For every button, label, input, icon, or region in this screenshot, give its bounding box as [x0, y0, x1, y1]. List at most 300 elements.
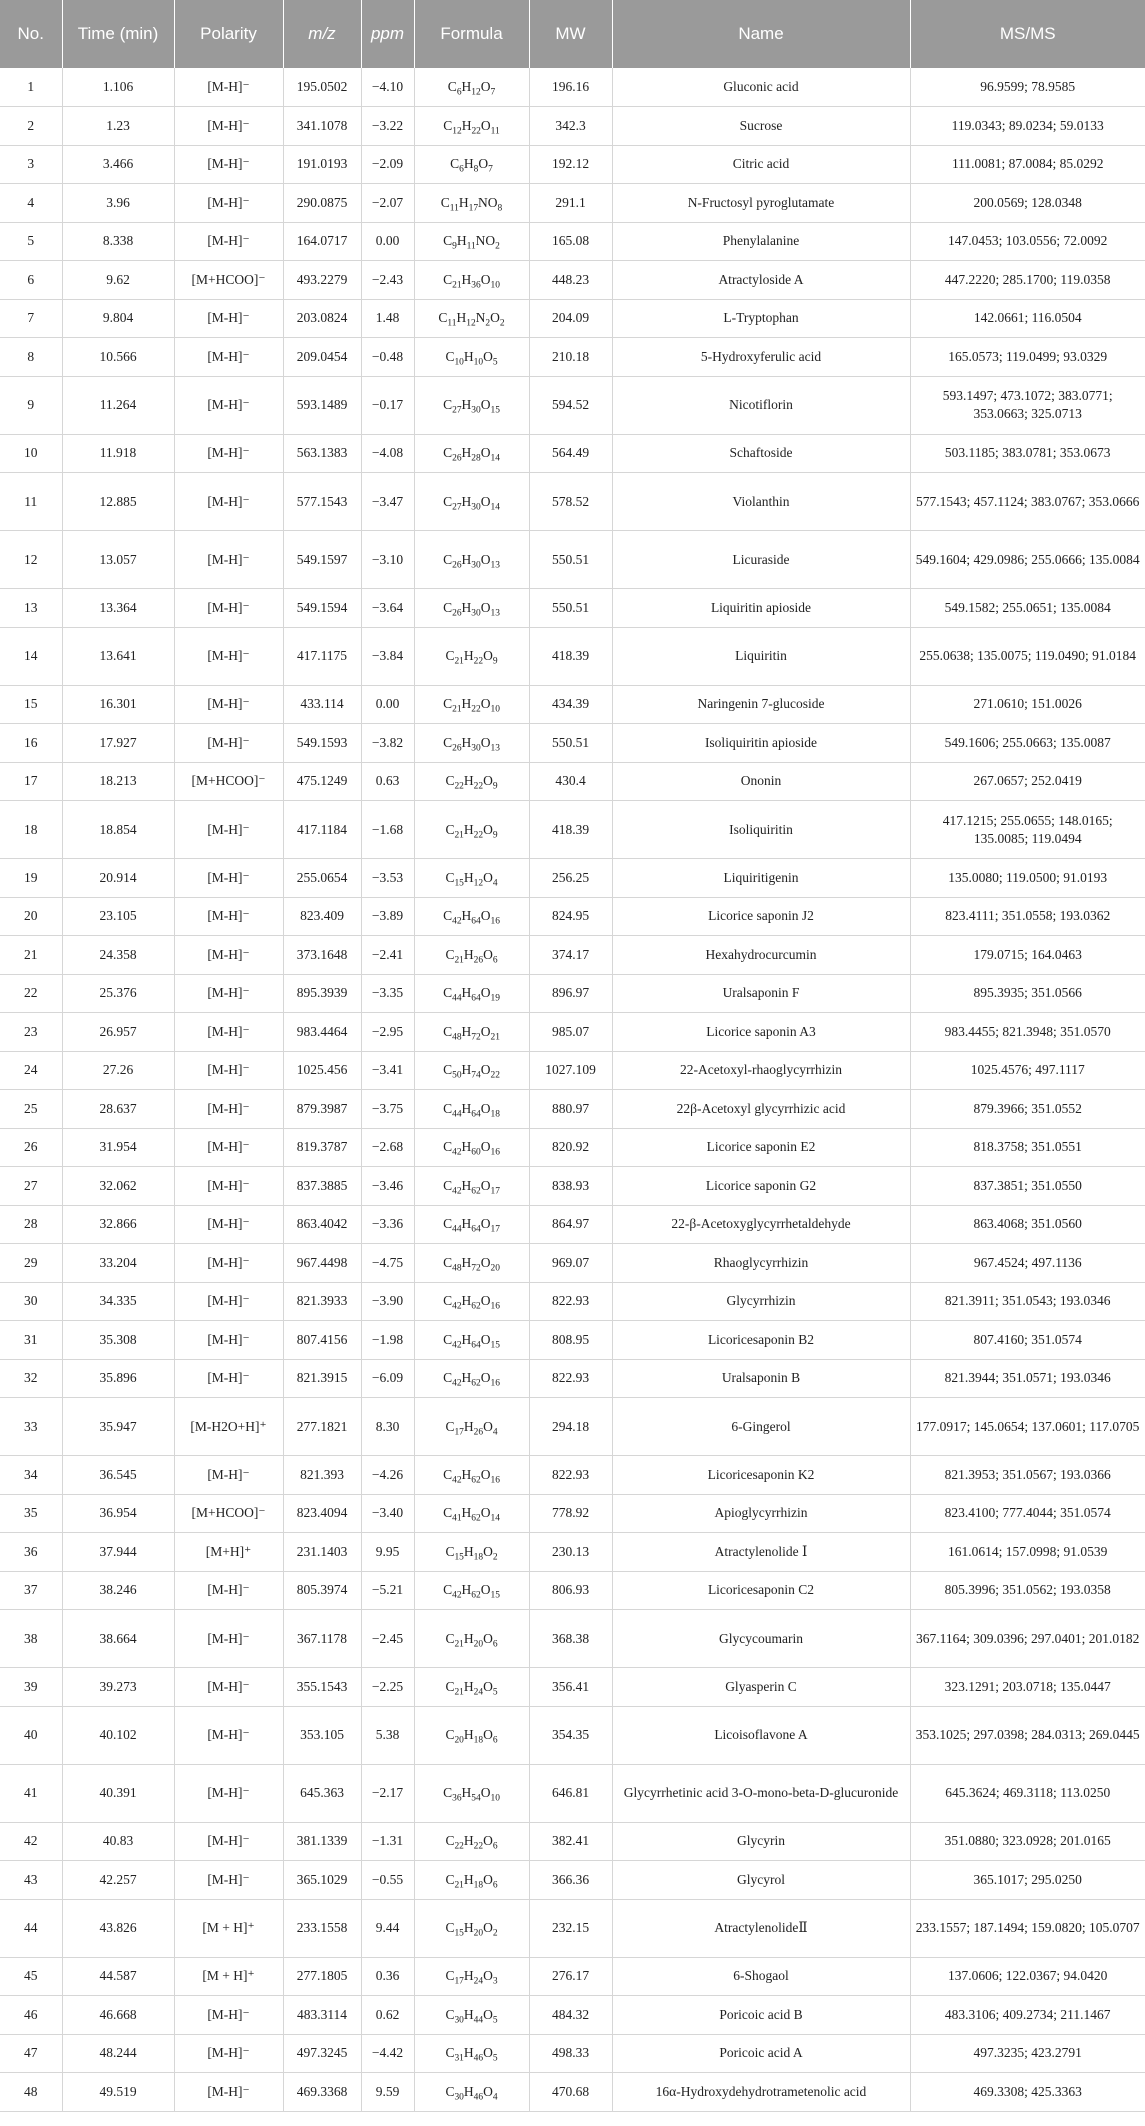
cell-mw: 291.1 [529, 184, 612, 223]
cell-polarity: [M-H]⁻ [174, 1321, 283, 1360]
cell-polarity: [M + H]⁺ [174, 1899, 283, 1957]
cell-time: 48.244 [62, 2034, 174, 2073]
cell-no: 36 [0, 1533, 62, 1572]
cell-mw: 430.4 [529, 762, 612, 801]
cell-formula: $C_{42}H_{62}O_{16}$ [414, 1282, 529, 1321]
cell-formula: $C_{41}H_{62}O_{14}$ [414, 1494, 529, 1533]
cell-mz: 277.1821 [283, 1398, 361, 1456]
cell-no: 14 [0, 627, 62, 685]
cell-time: 1.106 [62, 68, 174, 107]
cell-name: Atractylenolide Ⅰ [612, 1533, 910, 1572]
cell-ppm: −3.90 [361, 1282, 414, 1321]
cell-ppm: −2.45 [361, 1610, 414, 1668]
cell-ppm: −3.75 [361, 1090, 414, 1129]
cell-ppm: −2.68 [361, 1128, 414, 1167]
cell-ppm: −3.40 [361, 1494, 414, 1533]
cell-name: Violanthin [612, 473, 910, 531]
cell-mz: 209.0454 [283, 338, 361, 377]
cell-formula: $C_{42}H_{62}O_{17}$ [414, 1167, 529, 1206]
cell-msms: 837.3851; 351.0550 [910, 1167, 1145, 1206]
cell-mw: 434.39 [529, 685, 612, 724]
cell-no: 31 [0, 1321, 62, 1360]
cell-formula: $C_{31}H_{46}O_5$ [414, 2034, 529, 2073]
cell-mz: 863.4042 [283, 1205, 361, 1244]
cell-no: 18 [0, 801, 62, 859]
cell-time: 36.545 [62, 1456, 174, 1495]
cell-time: 27.26 [62, 1051, 174, 1090]
cell-polarity: [M-H]⁻ [174, 376, 283, 434]
cell-mz: 195.0502 [283, 68, 361, 107]
cell-no: 19 [0, 859, 62, 898]
cell-polarity: [M-H]⁻ [174, 531, 283, 589]
cell-ppm: −3.53 [361, 859, 414, 898]
header-no: No. [0, 0, 62, 68]
cell-time: 38.664 [62, 1610, 174, 1668]
cell-msms: 96.9599; 78.9585 [910, 68, 1145, 107]
cell-time: 43.826 [62, 1899, 174, 1957]
table-row [0, 1668, 1145, 1707]
cell-time: 25.376 [62, 974, 174, 1013]
cell-mz: 549.1594 [283, 589, 361, 628]
cell-name: Licorice saponin J2 [612, 897, 910, 936]
table-row [0, 1128, 1145, 1167]
cell-ppm: 9.59 [361, 2073, 414, 2112]
cell-mz: 895.3939 [283, 974, 361, 1013]
cell-ppm: −2.43 [361, 261, 414, 300]
cell-msms: 353.1025; 297.0398; 284.0313; 269.0445 [910, 1706, 1145, 1764]
cell-name: Rhaoglycyrrhizin [612, 1244, 910, 1283]
cell-msms: 137.0606; 122.0367; 94.0420 [910, 1957, 1145, 1996]
cell-msms: 1025.4576; 497.1117 [910, 1051, 1145, 1090]
cell-time: 32.062 [62, 1167, 174, 1206]
cell-msms: 367.1164; 309.0396; 297.0401; 201.0182 [910, 1610, 1145, 1668]
cell-polarity: [M-H]⁻ [174, 473, 283, 531]
table-row [0, 184, 1145, 223]
cell-formula: $C_{21}H_{22}O_9$ [414, 801, 529, 859]
cell-no: 4 [0, 184, 62, 223]
cell-no: 39 [0, 1668, 62, 1707]
cell-mw: 232.15 [529, 1899, 612, 1957]
cell-no: 25 [0, 1090, 62, 1129]
cell-polarity: [M-H]⁻ [174, 1706, 283, 1764]
cell-mz: 191.0193 [283, 145, 361, 184]
cell-msms: 863.4068; 351.0560 [910, 1205, 1145, 1244]
cell-mz: 164.0717 [283, 222, 361, 261]
cell-msms: 255.0638; 135.0075; 119.0490; 91.0184 [910, 627, 1145, 685]
table-row [0, 1051, 1145, 1090]
cell-mz: 365.1029 [283, 1861, 361, 1900]
cell-name: Licorice saponin G2 [612, 1167, 910, 1206]
cell-formula: $C_9H_{11}NO_2$ [414, 222, 529, 261]
cell-ppm: −3.36 [361, 1205, 414, 1244]
cell-no: 35 [0, 1494, 62, 1533]
cell-ppm: −3.64 [361, 589, 414, 628]
cell-ppm: 0.00 [361, 685, 414, 724]
cell-mw: 880.97 [529, 1090, 612, 1129]
cell-mz: 879.3987 [283, 1090, 361, 1129]
header-time: Time (min) [62, 0, 174, 68]
cell-time: 49.519 [62, 2073, 174, 2112]
cell-name: Liquiritigenin [612, 859, 910, 898]
cell-msms: 821.3911; 351.0543; 193.0346 [910, 1282, 1145, 1321]
cell-ppm: 0.36 [361, 1957, 414, 1996]
cell-ppm: −4.42 [361, 2034, 414, 2073]
cell-time: 13.364 [62, 589, 174, 628]
cell-msms: 879.3966; 351.0552 [910, 1090, 1145, 1129]
cell-no: 38 [0, 1610, 62, 1668]
cell-mz: 497.3245 [283, 2034, 361, 2073]
cell-formula: $C_{42}H_{62}O_{15}$ [414, 1571, 529, 1610]
cell-formula: $C_{48}H_{72}O_{21}$ [414, 1013, 529, 1052]
table-row [0, 299, 1145, 338]
cell-msms: 983.4455; 821.3948; 351.0570 [910, 1013, 1145, 1052]
cell-time: 40.391 [62, 1764, 174, 1822]
cell-mw: 374.17 [529, 936, 612, 975]
cell-ppm: −2.17 [361, 1764, 414, 1822]
cell-msms: 821.3944; 351.0571; 193.0346 [910, 1359, 1145, 1398]
cell-formula: $C_{26}H_{30}O_{13}$ [414, 724, 529, 763]
cell-mw: 382.41 [529, 1822, 612, 1861]
cell-polarity: [M+HCOO]⁻ [174, 762, 283, 801]
cell-msms: 805.3996; 351.0562; 193.0358 [910, 1571, 1145, 1610]
cell-msms: 351.0880; 323.0928; 201.0165 [910, 1822, 1145, 1861]
cell-name: Licoisoflavone A [612, 1706, 910, 1764]
cell-no: 43 [0, 1861, 62, 1900]
cell-ppm: −3.89 [361, 897, 414, 936]
cell-name: 5-Hydroxyferulic acid [612, 338, 910, 377]
cell-no: 23 [0, 1013, 62, 1052]
cell-time: 40.83 [62, 1822, 174, 1861]
cell-polarity: [M-H]⁻ [174, 299, 283, 338]
cell-name: Apioglycyrrhizin [612, 1494, 910, 1533]
cell-formula: $C_{42}H_{62}O_{16}$ [414, 1359, 529, 1398]
header-mz: m/z [283, 0, 361, 68]
cell-formula: $C_{21}H_{24}O_5$ [414, 1668, 529, 1707]
cell-mw: 594.52 [529, 376, 612, 434]
cell-mz: 475.1249 [283, 762, 361, 801]
cell-polarity: [M-H]⁻ [174, 1668, 283, 1707]
table-row [0, 1013, 1145, 1052]
cell-formula: $C_{30}H_{46}O_4$ [414, 2073, 529, 2112]
cell-no: 33 [0, 1398, 62, 1456]
cell-no: 27 [0, 1167, 62, 1206]
cell-time: 17.927 [62, 724, 174, 763]
cell-ppm: −3.84 [361, 627, 414, 685]
cell-ppm: 1.48 [361, 299, 414, 338]
cell-formula: $C_{44}H_{64}O_{18}$ [414, 1090, 529, 1129]
cell-name: Isoliquiritin [612, 801, 910, 859]
cell-mz: 290.0875 [283, 184, 361, 223]
cell-time: 44.587 [62, 1957, 174, 1996]
cell-no: 41 [0, 1764, 62, 1822]
cell-mw: 342.3 [529, 107, 612, 146]
cell-time: 39.273 [62, 1668, 174, 1707]
cell-mw: 294.18 [529, 1398, 612, 1456]
cell-msms: 577.1543; 457.1124; 383.0767; 353.0666 [910, 473, 1145, 531]
cell-no: 12 [0, 531, 62, 589]
cell-mz: 823.4094 [283, 1494, 361, 1533]
cell-ppm: −3.46 [361, 1167, 414, 1206]
cell-name: Gluconic acid [612, 68, 910, 107]
table-row [0, 434, 1145, 473]
table-row [0, 1571, 1145, 1610]
cell-no: 45 [0, 1957, 62, 1996]
cell-msms: 549.1606; 255.0663; 135.0087 [910, 724, 1145, 763]
cell-mz: 821.3933 [283, 1282, 361, 1321]
cell-time: 1.23 [62, 107, 174, 146]
cell-msms: 807.4160; 351.0574 [910, 1321, 1145, 1360]
cell-formula: $C_{44}H_{64}O_{19}$ [414, 974, 529, 1013]
cell-time: 12.885 [62, 473, 174, 531]
cell-ppm: −6.09 [361, 1359, 414, 1398]
cell-polarity: [M-H]⁻ [174, 724, 283, 763]
cell-time: 24.358 [62, 936, 174, 975]
cell-msms: 177.0917; 145.0654; 137.0601; 117.0705 [910, 1398, 1145, 1456]
cell-polarity: [M-H]⁻ [174, 1571, 283, 1610]
cell-name: Uralsaponin B [612, 1359, 910, 1398]
cell-time: 32.866 [62, 1205, 174, 1244]
cell-no: 48 [0, 2073, 62, 2112]
cell-mz: 353.105 [283, 1706, 361, 1764]
table-row [0, 107, 1145, 146]
cell-mw: 985.07 [529, 1013, 612, 1052]
cell-formula: $C_6H_{12}O_7$ [414, 68, 529, 107]
cell-formula: $C_{48}H_{72}O_{20}$ [414, 1244, 529, 1283]
cell-no: 11 [0, 473, 62, 531]
cell-no: 10 [0, 434, 62, 473]
cell-time: 23.105 [62, 897, 174, 936]
cell-mz: 983.4464 [283, 1013, 361, 1052]
cell-name: Licoricesaponin B2 [612, 1321, 910, 1360]
table-row [0, 801, 1145, 859]
table-row [0, 1321, 1145, 1360]
cell-formula: $C_{50}H_{74}O_{22}$ [414, 1051, 529, 1090]
cell-polarity: [M-H]⁻ [174, 974, 283, 1013]
cell-msms: 895.3935; 351.0566 [910, 974, 1145, 1013]
table-row [0, 1282, 1145, 1321]
cell-no: 3 [0, 145, 62, 184]
cell-mz: 967.4498 [283, 1244, 361, 1283]
cell-formula: $C_{42}H_{62}O_{16}$ [414, 1456, 529, 1495]
cell-ppm: −4.08 [361, 434, 414, 473]
cell-formula: $C_{26}H_{28}O_{14}$ [414, 434, 529, 473]
cell-ppm: −2.09 [361, 145, 414, 184]
cell-msms: 165.0573; 119.0499; 93.0329 [910, 338, 1145, 377]
cell-polarity: [M + H]⁺ [174, 1957, 283, 1996]
cell-mz: 483.3114 [283, 1996, 361, 2035]
cell-name: Hexahydrocurcumin [612, 936, 910, 975]
table-row [0, 859, 1145, 898]
cell-mw: 550.51 [529, 589, 612, 628]
cell-no: 30 [0, 1282, 62, 1321]
cell-msms: 549.1604; 429.0986; 255.0666; 135.0084 [910, 531, 1145, 589]
cell-msms: 823.4111; 351.0558; 193.0362 [910, 897, 1145, 936]
cell-mz: 469.3368 [283, 2073, 361, 2112]
cell-mz: 645.363 [283, 1764, 361, 1822]
cell-name: Naringenin 7-glucoside [612, 685, 910, 724]
cell-mw: 824.95 [529, 897, 612, 936]
cell-msms: 645.3624; 469.3118; 113.0250 [910, 1764, 1145, 1822]
table-row [0, 1764, 1145, 1822]
cell-msms: 135.0080; 119.0500; 91.0193 [910, 859, 1145, 898]
cell-time: 3.96 [62, 184, 174, 223]
cell-no: 2 [0, 107, 62, 146]
cell-mw: 210.18 [529, 338, 612, 377]
cell-msms: 200.0569; 128.0348 [910, 184, 1145, 223]
cell-mz: 373.1648 [283, 936, 361, 975]
cell-polarity: [M-H]⁻ [174, 1822, 283, 1861]
cell-time: 28.637 [62, 1090, 174, 1129]
cell-formula: $C_6H_8O_7$ [414, 145, 529, 184]
cell-formula: $C_{22}H_{22}O_6$ [414, 1822, 529, 1861]
cell-formula: $C_{44}H_{64}O_{17}$ [414, 1205, 529, 1244]
cell-polarity: [M-H]⁻ [174, 936, 283, 975]
cell-polarity: [M-H]⁻ [174, 589, 283, 628]
cell-mw: 896.97 [529, 974, 612, 1013]
cell-no: 37 [0, 1571, 62, 1610]
header-polarity: Polarity [174, 0, 283, 68]
cell-msms: 549.1582; 255.0651; 135.0084 [910, 589, 1145, 628]
cell-mw: 448.23 [529, 261, 612, 300]
cell-formula: $C_{27}H_{30}O_{14}$ [414, 473, 529, 531]
cell-formula: $C_{27}H_{30}O_{15}$ [414, 376, 529, 434]
cell-mw: 564.49 [529, 434, 612, 473]
cell-mz: 233.1558 [283, 1899, 361, 1957]
header-formula: Formula [414, 0, 529, 68]
cell-formula: $C_{21}H_{36}O_{10}$ [414, 261, 529, 300]
cell-polarity: [M-H]⁻ [174, 1051, 283, 1090]
cell-time: 42.257 [62, 1861, 174, 1900]
cell-name: Liquiritin [612, 627, 910, 685]
cell-time: 34.335 [62, 1282, 174, 1321]
cell-mz: 417.1175 [283, 627, 361, 685]
cell-name: Sucrose [612, 107, 910, 146]
cell-formula: $C_{21}H_{20}O_6$ [414, 1610, 529, 1668]
cell-msms: 119.0343; 89.0234; 59.0133 [910, 107, 1145, 146]
cell-no: 34 [0, 1456, 62, 1495]
cell-no: 26 [0, 1128, 62, 1167]
header-ppm: ppm [361, 0, 414, 68]
table-row [0, 1359, 1145, 1398]
cell-time: 13.641 [62, 627, 174, 685]
cell-mw: 550.51 [529, 724, 612, 763]
cell-ppm: 0.00 [361, 222, 414, 261]
cell-mz: 1025.456 [283, 1051, 361, 1090]
cell-no: 9 [0, 376, 62, 434]
cell-msms: 233.1557; 187.1494; 159.0820; 105.0707 [910, 1899, 1145, 1957]
cell-ppm: −0.17 [361, 376, 414, 434]
cell-msms: 147.0453; 103.0556; 72.0092 [910, 222, 1145, 261]
cell-name: L-Tryptophan [612, 299, 910, 338]
table-row [0, 1494, 1145, 1533]
cell-mw: 806.93 [529, 1571, 612, 1610]
cell-mw: 165.08 [529, 222, 612, 261]
cell-time: 33.204 [62, 1244, 174, 1283]
cell-formula: $C_{15}H_{20}O_2$ [414, 1899, 529, 1957]
cell-msms: 818.3758; 351.0551 [910, 1128, 1145, 1167]
table-row [0, 1205, 1145, 1244]
cell-no: 16 [0, 724, 62, 763]
cell-polarity: [M-H]⁻ [174, 1167, 283, 1206]
table-row [0, 338, 1145, 377]
cell-mw: 864.97 [529, 1205, 612, 1244]
cell-msms: 179.0715; 164.0463 [910, 936, 1145, 975]
cell-name: Citric acid [612, 145, 910, 184]
table-row [0, 1456, 1145, 1495]
cell-no: 15 [0, 685, 62, 724]
cell-name: N-Fructosyl pyroglutamate [612, 184, 910, 223]
table-row [0, 531, 1145, 589]
cell-mz: 381.1339 [283, 1822, 361, 1861]
table-row [0, 1244, 1145, 1283]
cell-mz: 417.1184 [283, 801, 361, 859]
cell-polarity: [M-H]⁻ [174, 145, 283, 184]
cell-time: 16.301 [62, 685, 174, 724]
cell-polarity: [M+HCOO]⁻ [174, 261, 283, 300]
cell-name: Uralsaponin F [612, 974, 910, 1013]
cell-msms: 267.0657; 252.0419 [910, 762, 1145, 801]
cell-msms: 821.3953; 351.0567; 193.0366 [910, 1456, 1145, 1495]
cell-polarity: [M-H]⁻ [174, 1128, 283, 1167]
cell-formula: $C_{20}H_{18}O_6$ [414, 1706, 529, 1764]
cell-mw: 470.68 [529, 2073, 612, 2112]
cell-no: 44 [0, 1899, 62, 1957]
cell-polarity: [M-H]⁻ [174, 1090, 283, 1129]
cell-ppm: −0.55 [361, 1861, 414, 1900]
cell-polarity: [M-H]⁻ [174, 897, 283, 936]
cell-msms: 111.0081; 87.0084; 85.0292 [910, 145, 1145, 184]
table-row [0, 685, 1145, 724]
cell-mw: 418.39 [529, 627, 612, 685]
header-mw: MW [529, 0, 612, 68]
cell-no: 22 [0, 974, 62, 1013]
table-row [0, 897, 1145, 936]
cell-name: Ononin [612, 762, 910, 801]
cell-ppm: −4.10 [361, 68, 414, 107]
cell-no: 32 [0, 1359, 62, 1398]
cell-mw: 366.36 [529, 1861, 612, 1900]
cell-msms: 323.1291; 203.0718; 135.0447 [910, 1668, 1145, 1707]
cell-ppm: −3.35 [361, 974, 414, 1013]
cell-polarity: [M+H]⁺ [174, 1533, 283, 1572]
cell-msms: 469.3308; 425.3363 [910, 2073, 1145, 2112]
table-row [0, 2073, 1145, 2112]
cell-ppm: −2.25 [361, 1668, 414, 1707]
cell-formula: $C_{10}H_{10}O_5$ [414, 338, 529, 377]
cell-mw: 356.41 [529, 1668, 612, 1707]
cell-ppm: −0.48 [361, 338, 414, 377]
cell-mw: 822.93 [529, 1456, 612, 1495]
table-row [0, 1090, 1145, 1129]
cell-name: AtractylenolideⅡ [612, 1899, 910, 1957]
cell-formula: $C_{15}H_{18}O_2$ [414, 1533, 529, 1572]
cell-formula: $C_{42}H_{64}O_{16}$ [414, 897, 529, 936]
cell-msms: 271.0610; 151.0026 [910, 685, 1145, 724]
cell-mw: 354.35 [529, 1706, 612, 1764]
cell-formula: $C_{15}H_{12}O_4$ [414, 859, 529, 898]
cell-formula: $C_{30}H_{44}O_5$ [414, 1996, 529, 2035]
table-row [0, 1996, 1145, 2035]
cell-polarity: [M-H]⁻ [174, 2034, 283, 2073]
cell-time: 40.102 [62, 1706, 174, 1764]
cell-name: 22-β-Acetoxyglycyrrhetaldehyde [612, 1205, 910, 1244]
cell-formula: $C_{12}H_{22}O_{11}$ [414, 107, 529, 146]
table-row [0, 1610, 1145, 1668]
cell-mz: 255.0654 [283, 859, 361, 898]
cell-formula: $C_{11}H_{17}NO_8$ [414, 184, 529, 223]
cell-ppm: −3.41 [361, 1051, 414, 1090]
table-row [0, 1822, 1145, 1861]
